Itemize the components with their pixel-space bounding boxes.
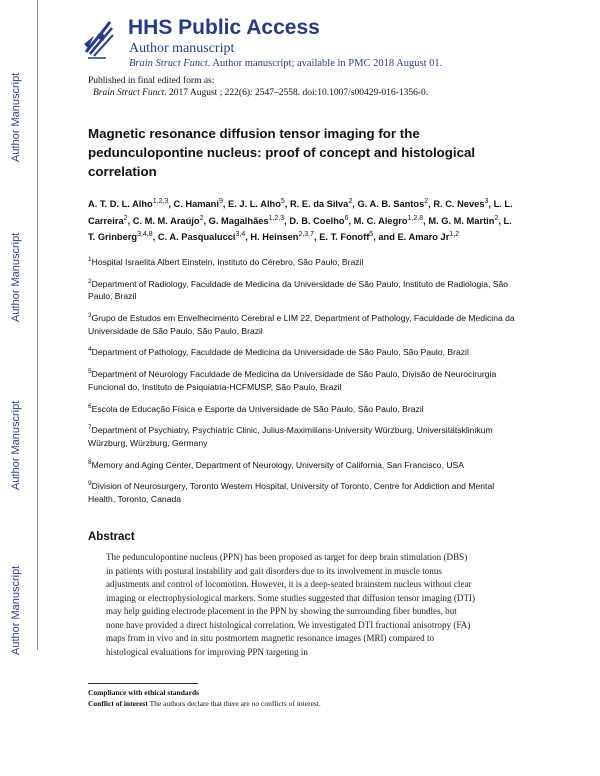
affiliation-number: 8 (88, 458, 92, 466)
author-affiliation-sup: 2 (424, 198, 429, 205)
author-name: R. E. da Silva (289, 199, 349, 210)
affiliation-text: Memory and Aging Center, Department of Neurology, University of California, San Francisco, USA (91, 459, 465, 470)
affiliation-number: 9 (88, 480, 92, 488)
author-name: E. J. L. Alho (228, 199, 281, 210)
conflict-label: Conflict of interest (88, 699, 148, 708)
author-list (88, 195, 520, 245)
affiliation-text: Department of Psychiatry, Psychiatric Clinic, Julius-Maximilians-University Würzburg, Universitätsklinikum Würzburg, Würzburg, Germany (88, 425, 493, 448)
affiliation-number: 5 (88, 368, 92, 376)
author-name: R. C. Neves (433, 199, 485, 210)
author-affiliation-sup: 6 (344, 214, 349, 222)
author-separator: , (348, 215, 354, 226)
author-name: M. C. Alegro (353, 215, 408, 226)
citation-line (93, 88, 428, 98)
availability-line (129, 58, 442, 69)
affiliation-item (88, 344, 520, 358)
author-separator: , (203, 215, 209, 226)
hhs-public-access-title: HHS Public Access (128, 16, 320, 39)
author-separator: , (488, 199, 494, 210)
author-separator: , (284, 199, 290, 210)
availability-text: . Author manuscript; available in PMC 2018 August 01. (207, 58, 443, 69)
author-affiliation-sup: 5 (280, 198, 285, 205)
affiliation-text: Division of Neurosurgery, Toronto Western Hospital, University of Toronto, Centre for Addiction and Mental Health, Toronto, Canada (88, 481, 495, 504)
author-separator: , (284, 215, 290, 226)
author-separator: , (168, 199, 174, 210)
citation-text: . 2017 August ; 222(6): 2547–2558. doi:10.1007/s00429-016-1356-0. (164, 88, 429, 98)
author-affiliation-sup: 3 (484, 198, 489, 205)
footnote-rule (88, 683, 198, 684)
author-affiliation-sup: 9 (218, 198, 223, 205)
author-manuscript-subtitle: Author manuscript (129, 41, 235, 56)
margin-divider (37, 0, 38, 650)
author-affiliation-sup: 1,2,3 (152, 198, 169, 205)
affiliation-item (88, 366, 520, 393)
author-affiliation-sup: 1,2 (449, 231, 460, 239)
affiliation-number: 6 (88, 402, 92, 410)
author-affiliation-sup: 2,3,7 (298, 231, 315, 239)
affiliation-list (88, 254, 520, 513)
affiliation-number: 4 (88, 346, 92, 354)
abstract-heading: Abstract (88, 531, 135, 543)
conflict-footnote (88, 699, 321, 708)
article-title: Magnetic resonance diffusion tensor imaging for the pedunculopontine nucleus: proof of concept and histological correlation (88, 126, 476, 179)
author-name: L. L. Carreira (88, 199, 513, 226)
affiliation-text: Grupo de Estudos em Envelhecimento Cerebral e LIM 22, Department of Pathology, Faculdade de Medicina da Universidade de São Paulo, São Paulo, Brazil (88, 312, 515, 336)
author-affiliation-sup: 2 (494, 214, 499, 222)
affiliation-text: Department of Radiology, Faculdade de Medicina da Universidade de São Paulo, Instituto de Radiologia, São Paulo, Brazil (88, 278, 509, 302)
author-affiliation-sup: 5 (369, 231, 374, 239)
author-manuscript-label-4: Author Manuscript (10, 565, 22, 655)
conflict-text: The authors declare that there are no conflicts of interest. (147, 699, 321, 708)
affiliation-number: 7 (88, 424, 92, 432)
author-name: C. Hamani (173, 199, 219, 210)
author-separator: , (245, 232, 251, 243)
author-separator: , (352, 199, 358, 210)
affiliation-text: Escola de Educação Física e Esporte da Universidade de São Paulo, São Paulo, Brazil (91, 403, 424, 414)
author-affiliation-sup: 1,2,3 (268, 214, 285, 222)
author-manuscript-label-2: Author Manuscript (10, 232, 22, 322)
author-affiliation-sup: 2 (348, 198, 353, 205)
affiliation-text: Hospital Israelita Albert Einstein, Instituto do Cérebro, São Paulo, Brazil (91, 256, 364, 267)
author-separator: , (498, 215, 504, 226)
journal-name: Brain Struct Funct (129, 58, 208, 69)
compliance-heading: Compliance with ethical standards (88, 688, 200, 697)
author-name: C. M. M. Araújo (132, 215, 200, 226)
author-name: E. T. Fonoff (319, 232, 370, 243)
author-name: G. Magalhães (208, 215, 269, 226)
author-manuscript-label-1: Author Manuscript (10, 72, 22, 162)
author-separator: , (423, 215, 429, 226)
author-name: G. A. B. Santos (357, 199, 425, 210)
abstract-text: The pedunculopontine nucleus (PPN) has been proposed as target for deep brain stimulation (DBS) in patients with postural instability and gait disorders due to its involvement in muscle tonus adjustments and control of locomotion. However, it is a deep-seated brainstem nucleus without clear imaging or electrophysiological markers. Some studies suggested that diffusion tensor imaging (DTI) may help guiding electrode placement in the PPN by showing the surrounding fiber bundles, but none have provided a direct histological correlation. We investigated DTI fractional anisotropy (FA) maps from in vivo and in situ postmortem magnetic resonance images (MRI) compared to histological evaluations for improving PPN targeting in (106, 552, 476, 657)
author-affiliation-sup: 2 (123, 214, 128, 222)
author-separator: , (127, 215, 133, 226)
affiliation-item (88, 478, 520, 505)
affiliation-number: 2 (88, 277, 92, 285)
published-final-form: Published in final edited form as: (88, 76, 215, 86)
author-separator: , (428, 199, 434, 210)
author-manuscript-label-3: Author Manuscript (10, 400, 22, 490)
affiliation-text: Department of Pathology, Faculdade de Medicina da Universidade de São Paulo, São Paulo, Brazil (91, 347, 469, 358)
affiliation-item (88, 276, 520, 303)
author-separator: , and (373, 232, 398, 243)
citation-journal: Brain Struct Funct (93, 88, 165, 98)
affiliation-text: Department of Neurology Faculdade de Medicina da Universidade de São Paulo, Divisão de Neurocirurgia Funcional do, Instituto de Psiquiatria-HCFMUSP, São Paulo, Brazil (88, 369, 497, 392)
author-name: D. B. Coelho (289, 215, 345, 226)
author-separator: , (152, 232, 158, 243)
affiliation-number: 3 (88, 312, 92, 320)
author-separator: , (222, 199, 229, 210)
author-affiliation-sup: 3,4 (235, 231, 246, 239)
affiliation-item (88, 254, 520, 268)
author-name: E. Amaro Jr (397, 232, 450, 243)
hhs-eagle-logo-icon (80, 14, 116, 64)
author-name: A. T. D. L. Alho (88, 199, 153, 210)
author-name: L. T. Grinberg (88, 215, 512, 243)
affiliation-number: 1 (88, 256, 92, 263)
author-affiliation-sup: 1,2,8 (407, 214, 424, 222)
affiliation-item (88, 422, 520, 449)
affiliation-item (88, 401, 520, 415)
affiliation-item (88, 310, 520, 337)
author-name: H. Heinsen (250, 232, 299, 243)
author-affiliation-sup: 2 (199, 214, 204, 222)
author-affiliation-sup: 3,4,8 (137, 231, 153, 239)
author-separator: , (314, 232, 320, 243)
affiliation-item (88, 457, 520, 471)
author-name: M. G. M. Martin (428, 215, 495, 226)
author-name: C. A. Pasqualucci (157, 232, 236, 243)
